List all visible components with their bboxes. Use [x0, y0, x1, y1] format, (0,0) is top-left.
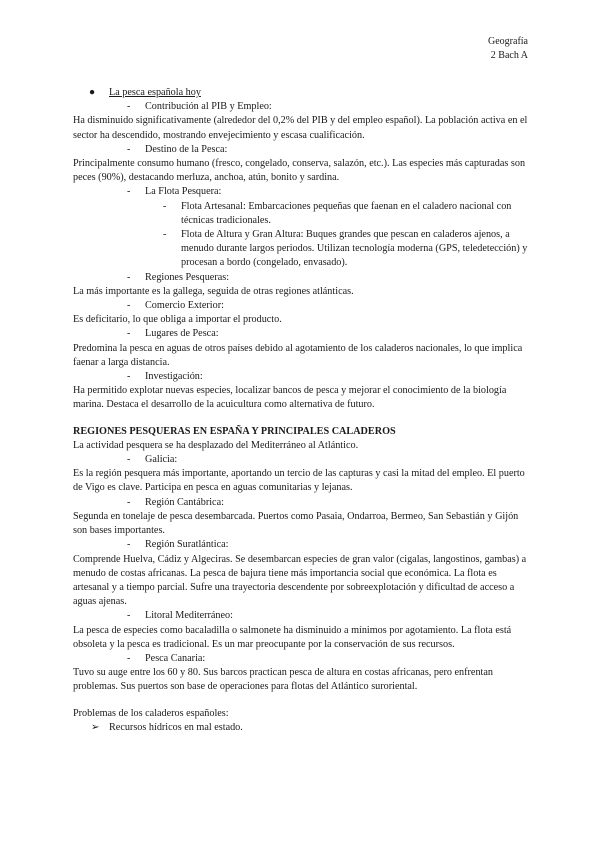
dash-icon: - — [127, 652, 131, 664]
fleet-subitem — [73, 228, 531, 271]
section1-title-item — [73, 86, 531, 100]
section1-heading — [73, 100, 531, 114]
spacer — [73, 695, 531, 707]
heading-text: Región Cantábrica: — [145, 496, 224, 508]
region-paragraph: Es la región pesquera más importante, aportando un tercio de las capturas y casi la mitad del empleo. El puerto de Vigo es clave. Participa en pesca en aguas comunitarias y lejanas. — [73, 468, 525, 494]
problem-item — [73, 721, 531, 735]
dash-icon: - — [127, 610, 131, 622]
section1-heading — [73, 143, 531, 157]
dash-icon: - — [127, 271, 131, 283]
region-paragraph: Comprende Huelva, Cádiz y Algeciras. Se desembarcan especies de gran valor (cigalas, langostinos, gambas) a menudo de costas africanas. La pesca de bajura tiene más importancia social que económica. La flota es artesanal y a tiempo parcial. Sufre una trayectoria descendente por sobreexplotación y dificultad de acceso a aguas ajenas. — [73, 553, 527, 608]
dash-icon: - — [127, 143, 131, 155]
section1-heading — [73, 299, 531, 313]
region-heading — [73, 496, 531, 510]
bullet-icon: ● — [89, 87, 96, 98]
section1-heading — [73, 271, 531, 285]
problem-text: Recursos hídricos en mal estado. — [109, 721, 243, 733]
fleet-subitem — [73, 200, 531, 228]
heading-text: Pesca Canaria: — [145, 652, 206, 664]
heading-text: Destino de la Pesca: — [145, 143, 228, 155]
section1-paragraph: Predomina la pesca en aguas de otros países debido al agotamiento de los caladeros nacionales, lo que implica faenar a larga distancia. — [73, 342, 523, 368]
section3-title: Problemas de los caladeros españoles: — [73, 707, 229, 719]
heading-text: La Flota Pesquera: — [145, 186, 222, 198]
region-heading — [73, 652, 531, 666]
dash-icon: - — [127, 454, 131, 466]
dash-icon: - — [127, 496, 131, 508]
section2-intro: La actividad pesquera se ha desplazado del Mediterráneo al Atlántico. — [73, 439, 359, 451]
heading-text: Investigación: — [145, 371, 203, 383]
section1-paragraph: La más importante es la gallega, seguida de otras regiones atlánticas. — [73, 285, 354, 297]
subitem-text: Flota de Altura y Gran Altura: Buques grandes que pescan en caladeros ajenos, a menudo durante largos periodos. Utilizan tecnología moderna (GPS, teledetección) y procesan a bordo (congelado, envasado). — [181, 229, 528, 269]
region-heading — [73, 538, 531, 552]
heading-text: Contribución al PIB y Empleo: — [145, 101, 272, 113]
dash-icon: - — [127, 539, 131, 551]
section1-paragraph: Principalmente consumo humano (fresco, congelado, conserva, salazón, etc.). Las especies más capturadas son peces (90%), destacando merluza, anchoa, atún, bonito y sardina. — [73, 158, 526, 184]
section2-title: REGIONES PESQUERAS EN ESPAÑA Y PRINCIPALES CALADEROS — [73, 425, 396, 437]
subitem-text: Flota Artesanal: Embarcaciones pequeñas que faenan en el caladero nacional con técnicas tradicionales. — [181, 200, 512, 226]
region-heading — [73, 609, 531, 623]
section1-heading — [73, 185, 531, 199]
dash-icon: - — [127, 186, 131, 198]
section1-paragraph: Ha disminuido significativamente (alrededor del 0,2% del PIB y del empleo español). La población activa en el sector ha descendido, mostrando envejecimiento y escasa cualificación. — [73, 115, 528, 141]
heading-text: Galicia: — [145, 454, 178, 466]
dash-icon: - — [127, 300, 131, 312]
dash-icon: - — [127, 101, 131, 113]
arrow-bullet-icon: ➢ — [91, 721, 100, 733]
section1-paragraph: Ha permitido explotar nuevas especies, localizar bancos de pesca y mejorar el conocimiento de la biología marina. Destaca el desarrollo de la acuicultura como alternativa de futuro. — [73, 385, 507, 411]
section1-title: La pesca española hoy — [109, 87, 201, 98]
heading-text: Lugares de Pesca: — [145, 328, 219, 340]
region-paragraph: La pesca de especies como bacaladilla o salmonete ha disminuido a mínimos por agotamiento. La flota está obsoleta y la pesca es tradicional. Es un mar preocupante por la conservación de sus recursos. — [73, 624, 512, 650]
header-course: 2 Bach A — [490, 50, 528, 61]
heading-text: Litoral Mediterráneo: — [145, 610, 233, 622]
dash-icon: - — [127, 328, 131, 340]
heading-text: Región Suratlántica: — [145, 539, 229, 551]
heading-text: Regiones Pesqueras: — [145, 271, 230, 283]
dash-icon: - — [163, 200, 167, 212]
region-paragraph: Tuvo su auge entre los 60 y 80. Sus barcos practican pesca de altura en costas africanas, pero enfrentan problemas. Sus puertos son base de operaciones para flotas del Atlántico suroriental. — [73, 667, 493, 693]
dash-icon: - — [163, 229, 167, 241]
region-paragraph: Segunda en tonelaje de pesca desembarcada. Puertos como Pasaia, Ondarroa, Bermeo, San Sebastián y Gijón son bases importantes. — [73, 510, 519, 537]
section1-heading — [73, 327, 531, 341]
spacer — [73, 413, 531, 425]
header-subject: Geografía — [488, 36, 528, 47]
region-heading — [73, 453, 531, 467]
dash-icon: - — [127, 371, 131, 383]
section1-paragraph: Es deficitario, lo que obliga a importar el producto. — [73, 314, 282, 326]
page-header — [488, 35, 528, 63]
heading-text: Comercio Exterior: — [145, 300, 224, 312]
section1-heading — [73, 370, 531, 384]
document-body — [73, 86, 531, 735]
